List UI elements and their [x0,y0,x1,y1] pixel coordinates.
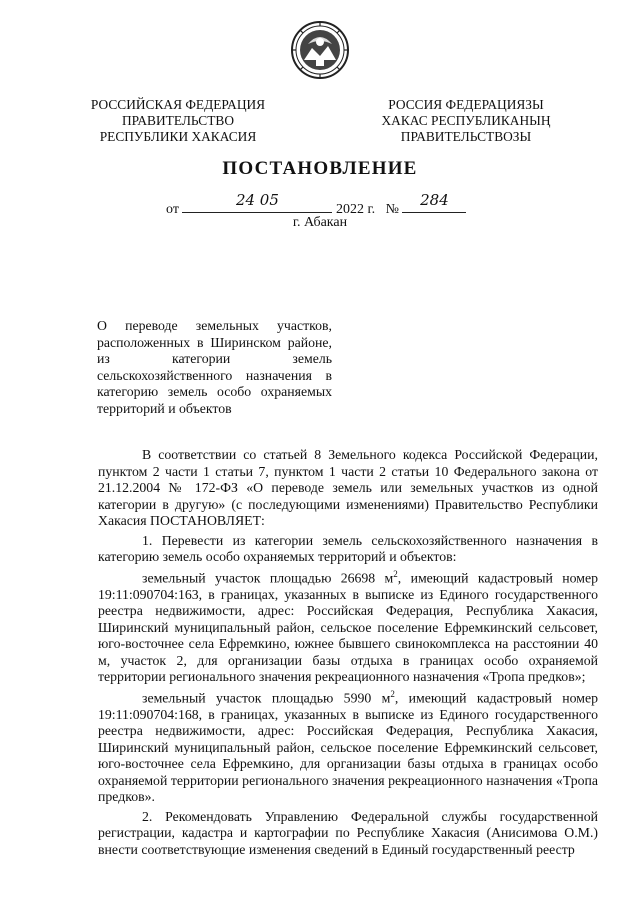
header-right-line: ПРАВИТЕЛЬСТВОЗЫ [400,129,532,144]
parcel-1-details: , имеющий кадастровый номер 19:11:090704:163, в границах, указанных в выписке из Единого государственного реестра недвижимости, адрес: Российская Федерация, Республика Хакасия, Ширинский муниципальный район, сельское поселение Ефремкинский сельсовет, юго-восточнее села Ефремкино, южнее бывшего свинокомплекса на расстоянии 40 м, участок 2, для организации базы отдыха в границах особо охраняемой территории регионального значения рекреационного назначения «Тропа предков»; [98,570,598,685]
year-label: 2022 г. [335,202,376,217]
document-title: ПОСТАНОВЛЕНИЕ [222,158,418,179]
parcel-2-area: земельный участок площадью 5990 м [142,690,391,706]
number-handwritten: 284 [420,191,449,209]
parcel-1-area: земельный участок площадью 26698 м [142,570,394,586]
city-label: г. Абакан [292,215,348,230]
superscript: 2 [390,688,395,699]
intro-paragraph: В соответствии со статьей 8 Земельного кодекса Российской Федерации, пунктом 2 части 1 статьи 7, пунктом 1 части 2 статьи 10 Федерального закона от 21.12.2004 № 172-ФЗ «О переводе земель или земельных участков из одной категории в другую» (с последующими изменениями) Правительство Республики Хакасия ПОСТАНОВЛЯЕТ: [98,447,598,528]
header-left-line: ПРАВИТЕЛЬСТВО [121,113,234,128]
header-left-line: РЕСПУБЛИКИ ХАКАСИЯ [99,129,257,144]
parcel-2-details: , имеющий кадастровый номер 19:11:090704:168, в границах, указанных в выписке из Единого государственного реестра недвижимости, адрес: Российская Федерация, Республика Хакасия, Ширинский муниципальный район, сельское поселение Ефремкинский сельсовет, юго-восточнее села Ефремкино, для организации базы отдыха в границах особо охраняемой территории регионального значения рекреационного назначения «Тропа предков». [98,690,598,805]
date-field [182,191,332,213]
header-right-line: РОССИЯ ФЕДЕРАЦИЯЗЫ [388,97,544,112]
document-subject: О переводе земельных участков, расположенных в Ширинском районе, из категории земель сельскохозяйственного назначения в категорию земель особо охраняемых территорий и объектов [97,318,332,416]
header-khakas [360,97,572,145]
item-2-paragraph: 2. Рекомендовать Управлению Федеральной службы государственной регистрации, кадастра и картографии по Республике Хакасия (Анисимова О.М.) внести соответствующие изменения сведений в Единый государственный реестр [98,808,598,857]
number-sign: № [385,202,399,217]
header-right-line: ХАКАС РЕСПУБЛИКАНЫҢ [381,113,551,128]
header-russian [78,97,278,145]
number-field [402,191,466,213]
parcel-2-paragraph [98,686,598,806]
date-handwritten: 24 05 [235,191,279,209]
superscript: 2 [393,568,398,579]
coat-of-arms-emblem-icon [290,20,350,80]
parcel-1-paragraph [98,566,598,686]
document-body [98,447,598,858]
item-1-paragraph: 1. Перевести из категории земель сельскохозяйственного назначения в категорию земель особо охраняемых территорий и объектов: [98,532,598,564]
date-prefix: от [166,202,179,217]
header-left-line: РОССИЙСКАЯ ФЕДЕРАЦИЯ [90,97,266,112]
